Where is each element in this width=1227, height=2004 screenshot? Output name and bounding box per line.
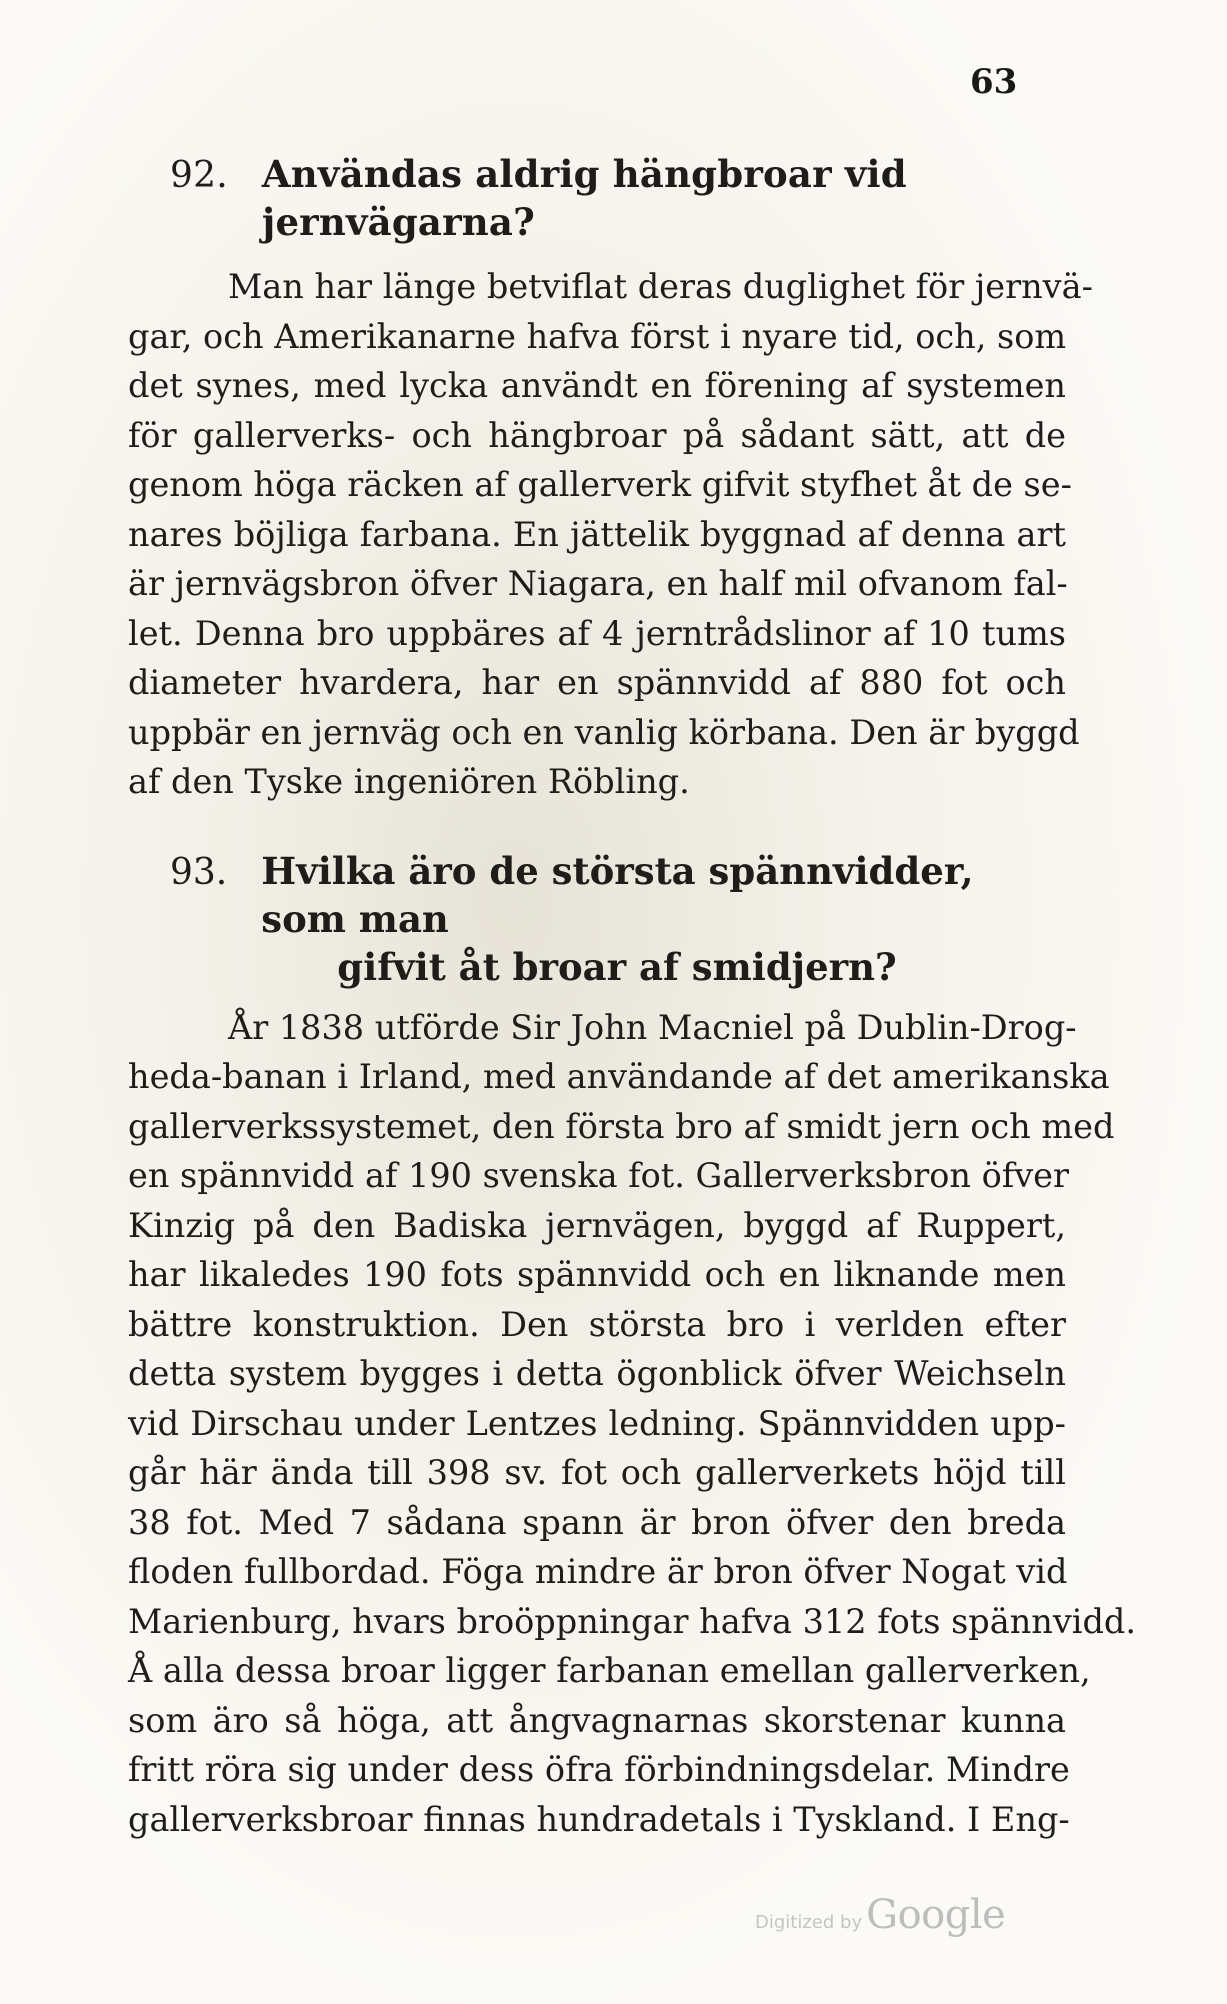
paragraph-line: gar, och Amerikanarne hafva först i nyare tid, och, som — [128, 316, 1067, 356]
paragraph-line: det synes, med lycka användt en förening af systemen — [128, 366, 1066, 405]
paragraph-line: af den Tyske ingeniören Röbling. — [128, 762, 690, 801]
text-block — [128, 150, 1137, 1844]
paragraph-line: gallerverksbroar finnas hundradetals i Tyskland. I Eng- — [128, 1799, 1070, 1839]
section-93-paragraph — [128, 1003, 1137, 1845]
section-number: 93. — [170, 851, 228, 893]
paragraph-line: detta system bygges i detta ögonblick öfver Weichseln — [128, 1354, 1066, 1393]
paragraph-line: gallerverkssystemet, den första bro af smidt jern och med — [128, 1106, 1115, 1146]
paragraph-line: som äro så höga, att ångvagnarnas skorstenar kunna — [128, 1700, 1066, 1740]
paragraph-line: vid Dirschau under Lentzes ledning. Spännvidden upp- — [128, 1403, 1066, 1443]
paragraph-line: 38 fot. Med 7 sådana spann är bron öfver den breda — [128, 1502, 1066, 1542]
section-title: Användas aldrig hängbroar vid jernvägarna? — [261, 152, 907, 244]
section-number: 92. — [170, 155, 228, 196]
paragraph-line: diameter hvardera, har en spännvidd af 880 fot och — [128, 663, 1066, 702]
paragraph-line: uppbär en jernväg och en vanlig körbana. Den är byggd — [128, 712, 1080, 752]
paragraph-line: är jernvägsbron öfver Niagara, en half mil ofvanom fal- — [128, 564, 1068, 603]
watermark-prefix: Digitized by — [755, 1912, 863, 1933]
section-title-line1: Hvilka äro de största spännvidder, som man — [261, 848, 974, 941]
paragraph-line: År 1838 utförde Sir John Macniel på Dublin-Drog- — [228, 1007, 1077, 1047]
digitized-by-google-watermark — [755, 1892, 1005, 1938]
paragraph-line: en spännvidd af 190 svenska fot. Gallerverksbron öfver — [128, 1156, 1069, 1195]
section-title-line2: gifvit åt broar af smidjern? — [337, 944, 897, 989]
paragraph-line: går här ända till 398 sv. fot och gallerverkets höjd till — [128, 1453, 1066, 1492]
paragraph-line: genom höga räcken af gallerverk gifvit styfhet åt de se- — [128, 465, 1072, 504]
paragraph-line: Man har länge betviflat deras duglighet för jernvä- — [228, 267, 1093, 306]
section-93-heading — [128, 847, 1066, 991]
paragraph-line: har likaledes 190 fots spännvidd och en liknande men — [128, 1255, 1066, 1294]
paragraph-line: nares böjliga farbana. En jättelik byggnad af denna art — [128, 514, 1066, 554]
page-number: 63 — [970, 62, 1018, 102]
paragraph-line: heda-banan i Irland, med användande af det amerikanska — [128, 1057, 1110, 1096]
paragraph-line: floden fullbordad. Föga mindre är bron öfver Nogat vid — [128, 1552, 1068, 1591]
paragraph-line: för gallerverks- och hängbroar på sådant sätt, att de — [128, 415, 1066, 455]
google-logo: Google — [866, 1892, 1006, 1938]
section-92-heading — [128, 150, 1066, 246]
paragraph-line: Kinzig på den Badiska jernvägen, byggd af Ruppert, — [128, 1205, 1066, 1245]
paragraph-line: Å alla dessa broar ligger farbanan emellan gallerverken, — [128, 1651, 1091, 1690]
section-92-paragraph — [128, 262, 1093, 807]
paragraph-line: Marienburg, hvars broöppningar hafva 312 fots spännvidd. — [128, 1601, 1137, 1641]
paragraph-line: fritt röra sig under dess öfra förbindningsdelar. Mindre — [128, 1750, 1070, 1789]
paragraph-line: bättre konstruktion. Den största bro i verlden efter — [128, 1304, 1066, 1344]
paragraph-line: let. Denna bro uppbäres af 4 jerntrådslinor af 10 tums — [128, 613, 1066, 653]
